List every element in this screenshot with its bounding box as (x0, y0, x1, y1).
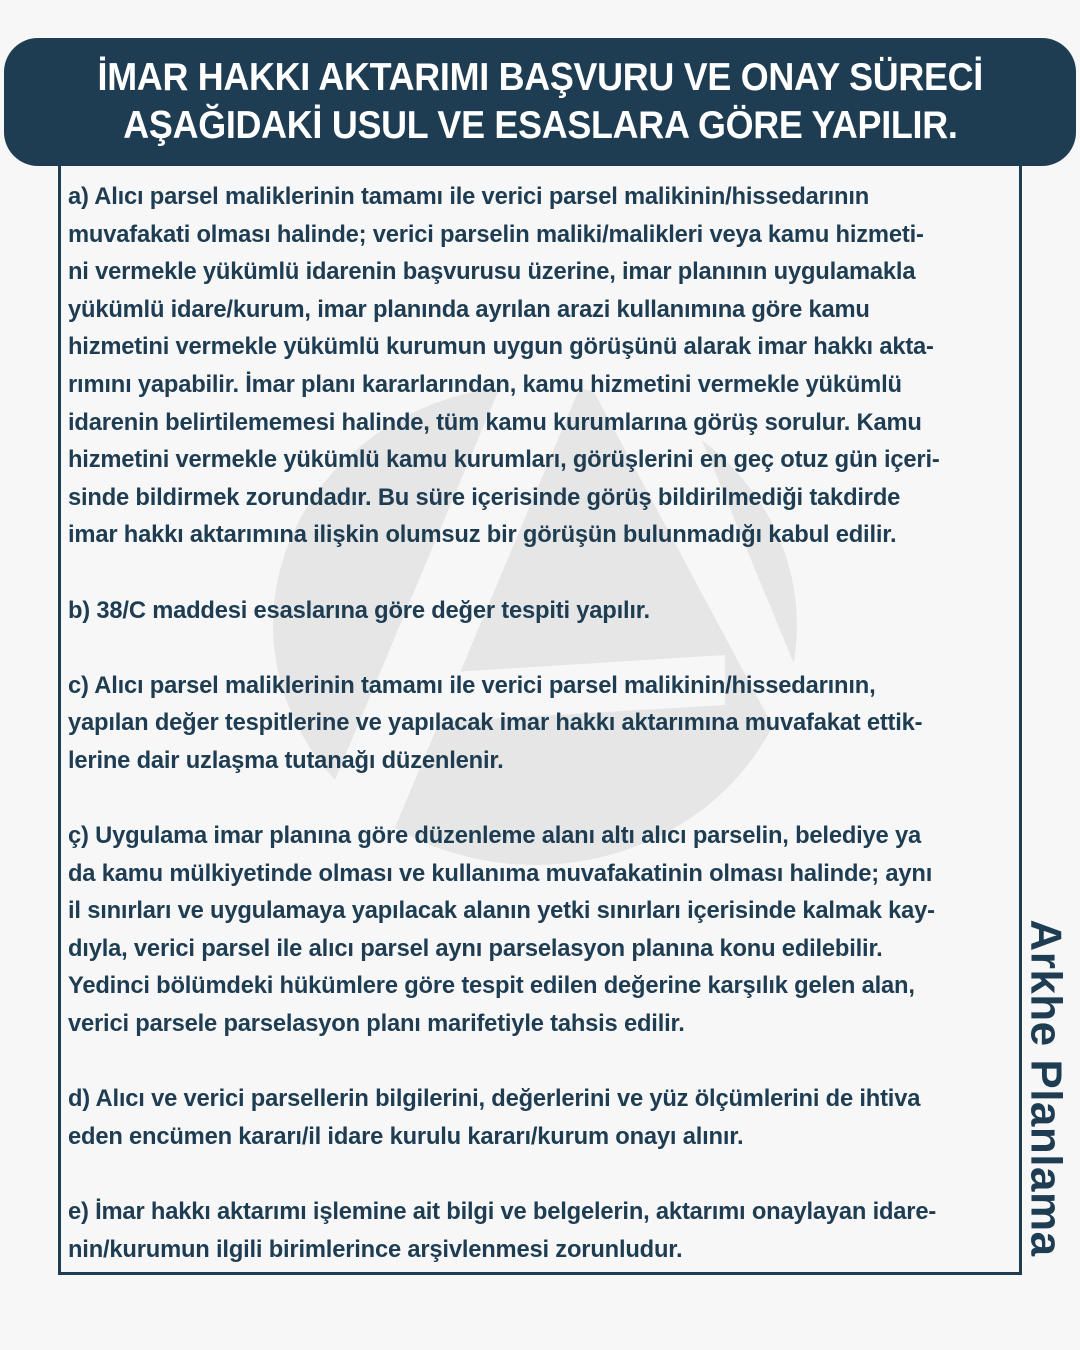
paragraph-line: c) Alıcı parsel maliklerinin tamamı ile verici parsel malikinin/hissedarının, (68, 671, 876, 699)
title-line-1: İMAR HAKKI AKTARIMI BAŞVURU VE ONAY SÜRECİ (97, 56, 983, 99)
paragraph-line: a) Alıcı parsel maliklerinin tamamı ile verici parsel malikinin/hissedarının (68, 183, 870, 210)
paragraph-line: il sınırları ve uygulamaya yapılacak alanın yetki sınırları içerisinde kalmak kay- (68, 897, 935, 925)
paragraph-line: hizmetini vermekle yükümlü kurumun uygun görüşünü alarak imar hakkı akta- (68, 333, 934, 361)
paragraph-line: da kamu mülkiyetinde olması ve kullanıma muvafakatinin olması halinde; aynı (68, 859, 933, 887)
paragraph (68, 592, 1018, 630)
paragraph (68, 1080, 1018, 1155)
paragraph-line: b) 38/C maddesi esaslarına göre değer tespiti yapılır. (68, 596, 650, 624)
paragraph-line: Yedinci bölümdeki hükümlere göre tespit edilen değerine karşılık gelen alan, (68, 972, 915, 1000)
brand-vertical (1022, 900, 1071, 1276)
title-line-2: AŞAĞIDAKİ USUL VE ESASLARA GÖRE YAPILIR. (122, 104, 958, 147)
paragraph (68, 667, 1018, 780)
paragraph-line: muvafakati olması halinde; verici parselin maliki/malikleri veya kamu hizmeti- (68, 220, 924, 248)
title-banner (4, 38, 1076, 166)
paragraph-line: ni vermekle yükümlü idarenin başvurusu üzerine, imar planının uygulamakla (68, 258, 916, 286)
paragraph-line: imar hakkı aktarımına ilişkin olumsuz bir görüşün bulunmadığı kabul edilir. (68, 521, 897, 549)
paragraph-line: eden encümen kararı/il idare kurulu kararı/kurum onayı alınır. (68, 1122, 744, 1150)
paragraph-line: sinde bildirmek zorundadır. Bu süre içerisinde görüş bildirilmediği takdirde (68, 483, 901, 511)
paragraph-line: verici parsele parselasyon planı marifetiyle tahsis edilir. (68, 1010, 685, 1038)
paragraph (68, 1193, 1018, 1268)
paragraph-line: ç) Uygulama imar planına göre düzenleme alanı altı alıcı parselin, belediye ya (68, 822, 921, 850)
paragraph-line: lerine dair uzlaşma tutanağı düzenlenir. (68, 746, 504, 774)
paragraph-line: idarenin belirtilememesi halinde, tüm kamu kurumlarına görüş sorulur. Kamu (68, 408, 922, 436)
article-body (68, 178, 1018, 1306)
paragraph-line: d) Alıcı ve verici parsellerin bilgilerini, değerlerini ve yüz ölçümlerini de ihtiva (68, 1085, 921, 1113)
paragraph-line: e) İmar hakkı aktarımı işlemine ait bilgi ve belgelerin, aktarımı onaylayan idare- (68, 1198, 937, 1226)
paragraph (68, 178, 1018, 554)
paragraph-line: nin/kurumun ilgili birimlerince arşivlenmesi zorunludur. (68, 1235, 683, 1263)
paragraph-line: hizmetini vermekle yükümlü kamu kurumları, görüşlerini en geç otuz gün içeri- (68, 446, 940, 474)
paragraph-line: yükümlü idare/kurum, imar planında ayrılan arazi kullanımına göre kamu (68, 295, 870, 323)
brand-name: Arkhe Planlama (1022, 919, 1071, 1257)
paragraph-line: rımını yapabilir. İmar planı kararlarından, kamu hizmetini vermekle yükümlü (68, 370, 902, 398)
paragraph (68, 817, 1018, 1043)
paragraph-line: yapılan değer tespitlerine ve yapılacak imar hakkı aktarımına muvafakat ettik- (68, 709, 923, 737)
paragraph-line: dıyla, verici parsel ile alıcı parsel aynı parselasyon planına konu edilebilir. (68, 934, 883, 962)
